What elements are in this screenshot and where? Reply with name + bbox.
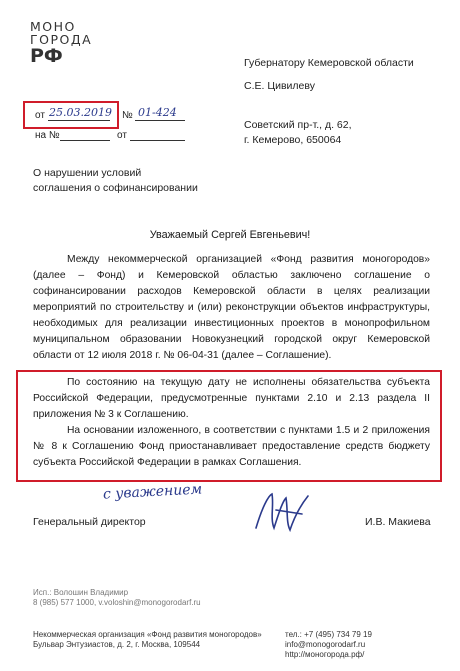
ref-from-label: от [35,110,45,121]
logo-line-1: МОНО [30,19,76,34]
footer-org-line-2: Бульвар Энтузиастов, д. 2, г. Москва, 109544 [33,640,201,649]
logo [30,19,93,67]
ref-onno-label: на № [35,130,60,141]
subject-line-2: соглашения о софинансировании [33,182,198,194]
subject-line-1: О нарушении условий [33,167,142,179]
signatory-position: Генеральный директор [33,516,146,528]
paragraph-suspension: На основании изложенного, в соответствии с пунктами 1.5 и 2 приложения № 8 к Соглашению Фонд приостанавливает предоставление средств бюджету субъекта Российской Федерации в рамках Соглашения. [33,425,430,468]
recipient-address-2: г. Кемерово, 650064 [244,134,342,146]
greeting: Уважаемый Сергей Евгеньевич! [149,229,311,241]
handwritten-note: с уважением [102,481,203,503]
ref-ot-label: от [117,130,127,141]
logo-line-2: ГОРОДА [30,32,93,47]
number-underline [135,120,185,121]
ref-no-label: № [122,110,133,121]
footer-email[interactable]: info@monogorodarf.ru [285,640,366,649]
recipient-title: Губернатору Кемеровской области [244,57,414,69]
recipient-address-1: Советский пр-т., д. 62, [244,119,352,131]
ref-date: 25.03.2019 [49,106,112,119]
footer-tel: тел.: +7 (495) 734 79 19 [285,630,372,639]
paragraph-intro: Между некоммерческой организацией «Фонд развития моногородов» (далее – Фонд) и Кемеровской областью заключено соглашение о софинансировании расходов Кемеровской области в целях реализации мероприятий по строительству и (или) реконструкции объектов инфраструктуры, необходимых для реализации инвестиционных проектов в монопрофильном муниципальном образовании Новокузнецкий городской округ Кемеровской области от 12 июля 2018 г. № 06-04-31 (далее – Соглашение). [33,254,430,361]
executor-line-1: Исп.: Волошин Владимир [33,588,129,597]
paragraph-violation: По состоянию на текущую дату не исполнены обязательства субъекта Российской Федерации, предусмотренные пунктами 2.10 и 2.13 раздела II приложения № 3 к Соглашению. [33,377,430,420]
footer-org-line-1: Некоммерческая организация «Фонд развития моногородов» [33,630,262,639]
ref-number: 01-424 [138,106,177,119]
onno-underline [60,140,110,141]
signature-image [252,488,314,538]
date-underline [48,120,110,121]
signatory-name: И.В. Макиева [365,516,431,528]
footer-website[interactable]: http://моногорода.рф/ [285,650,365,659]
logo-line-3: РФ [30,45,63,67]
ot-underline [130,140,185,141]
executor-line-2: 8 (985) 577 1000, v.voloshin@monogorodarf.ru [33,598,201,607]
recipient-name: С.Е. Цивилеву [244,80,315,92]
